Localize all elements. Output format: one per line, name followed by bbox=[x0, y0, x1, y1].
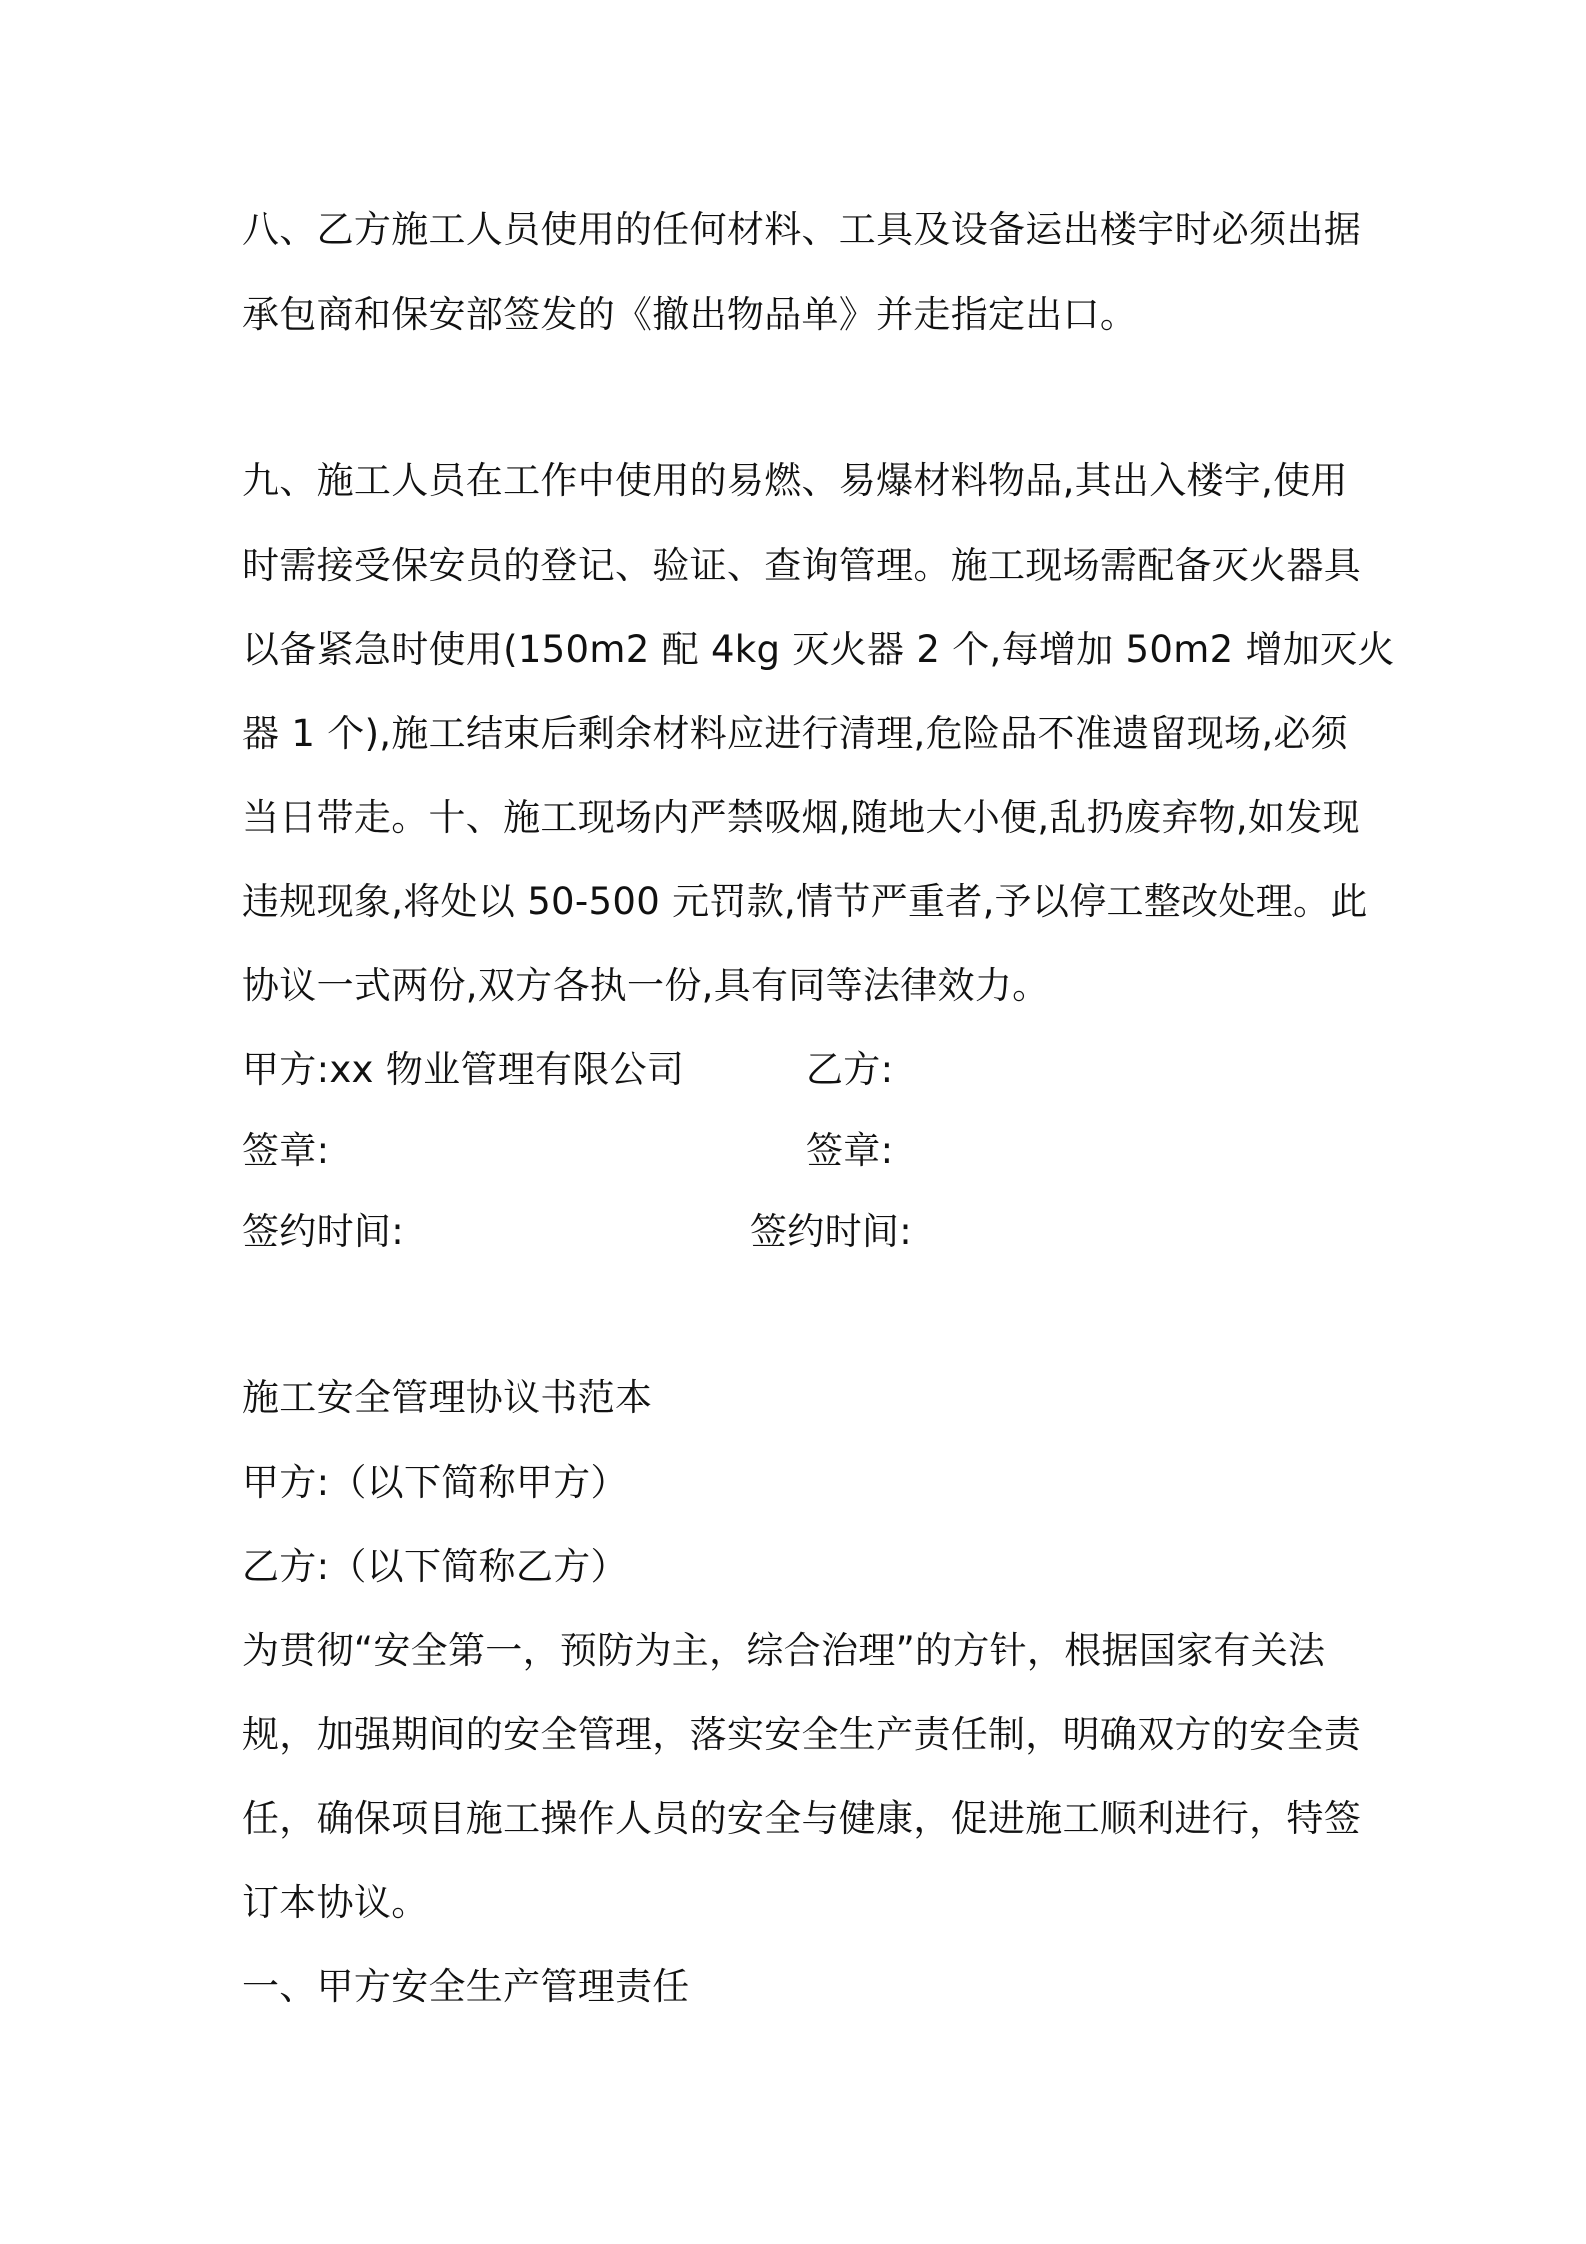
second-party-a: 甲方:（以下简称甲方） bbox=[242, 1461, 628, 1504]
section-9-line-2: 时需接受保安员的登记、验证、查询管理。施工现场需配备灭火器具 bbox=[242, 544, 1361, 587]
section-9-line-1: 九、施工人员在工作中使用的易燃、易爆材料物品,其出入楼宇,使用 bbox=[242, 459, 1348, 502]
section-8-line-2: 承包商和保安部签发的《撤出物品单》并走指定出口。 bbox=[242, 293, 1138, 336]
section-9-line-3: 以备紧急时使用(150m2 配 4kg 灭火器 2 个,每增加 50m2 增加灭火 bbox=[242, 628, 1395, 671]
section-9-line-5: 当日带走。十、施工现场内严禁吸烟,随地大小便,乱扔废弃物,如发现 bbox=[242, 796, 1360, 839]
party-a-seal-label: 签章: bbox=[242, 1129, 330, 1172]
second-party-b: 乙方:（以下简称乙方） bbox=[242, 1545, 628, 1588]
preamble-line-1: 为贯彻“安全第一，预防为主，综合治理”的方针，根据国家有关法 bbox=[242, 1629, 1326, 1672]
section-heading-1: 一、甲方安全生产管理责任 bbox=[242, 1965, 690, 2008]
section-9-line-7: 协议一式两份,双方各执一份,具有同等法律效力。 bbox=[242, 964, 1050, 1007]
preamble-line-3: 任，确保项目施工操作人员的安全与健康，促进施工顺利进行，特签 bbox=[242, 1797, 1361, 1840]
section-9-line-4: 器 1 个),施工结束后剩余材料应进行清理,危险品不准遗留现场,必须 bbox=[242, 712, 1348, 755]
party-a-date-label: 签约时间: bbox=[242, 1210, 404, 1253]
party-b-seal-label: 签章: bbox=[806, 1129, 894, 1172]
preamble-line-2: 规，加强期间的安全管理，落实安全生产责任制，明确双方的安全责 bbox=[242, 1713, 1361, 1756]
party-b-signature-label: 乙方: bbox=[806, 1048, 894, 1091]
preamble-line-4: 订本协议。 bbox=[242, 1881, 429, 1924]
section-9-line-6: 违规现象,将处以 50-500 元罚款,情节严重者,予以停工整改处理。此 bbox=[242, 880, 1368, 923]
party-a-signature-label: 甲方:xx 物业管理有限公司 bbox=[242, 1048, 685, 1091]
section-8-line-1: 八、乙方施工人员使用的任何材料、工具及设备运出楼宇时必须出据 bbox=[242, 208, 1361, 251]
party-b-date-label: 签约时间: bbox=[750, 1210, 912, 1253]
document-title: 施工安全管理协议书范本 bbox=[242, 1376, 653, 1419]
